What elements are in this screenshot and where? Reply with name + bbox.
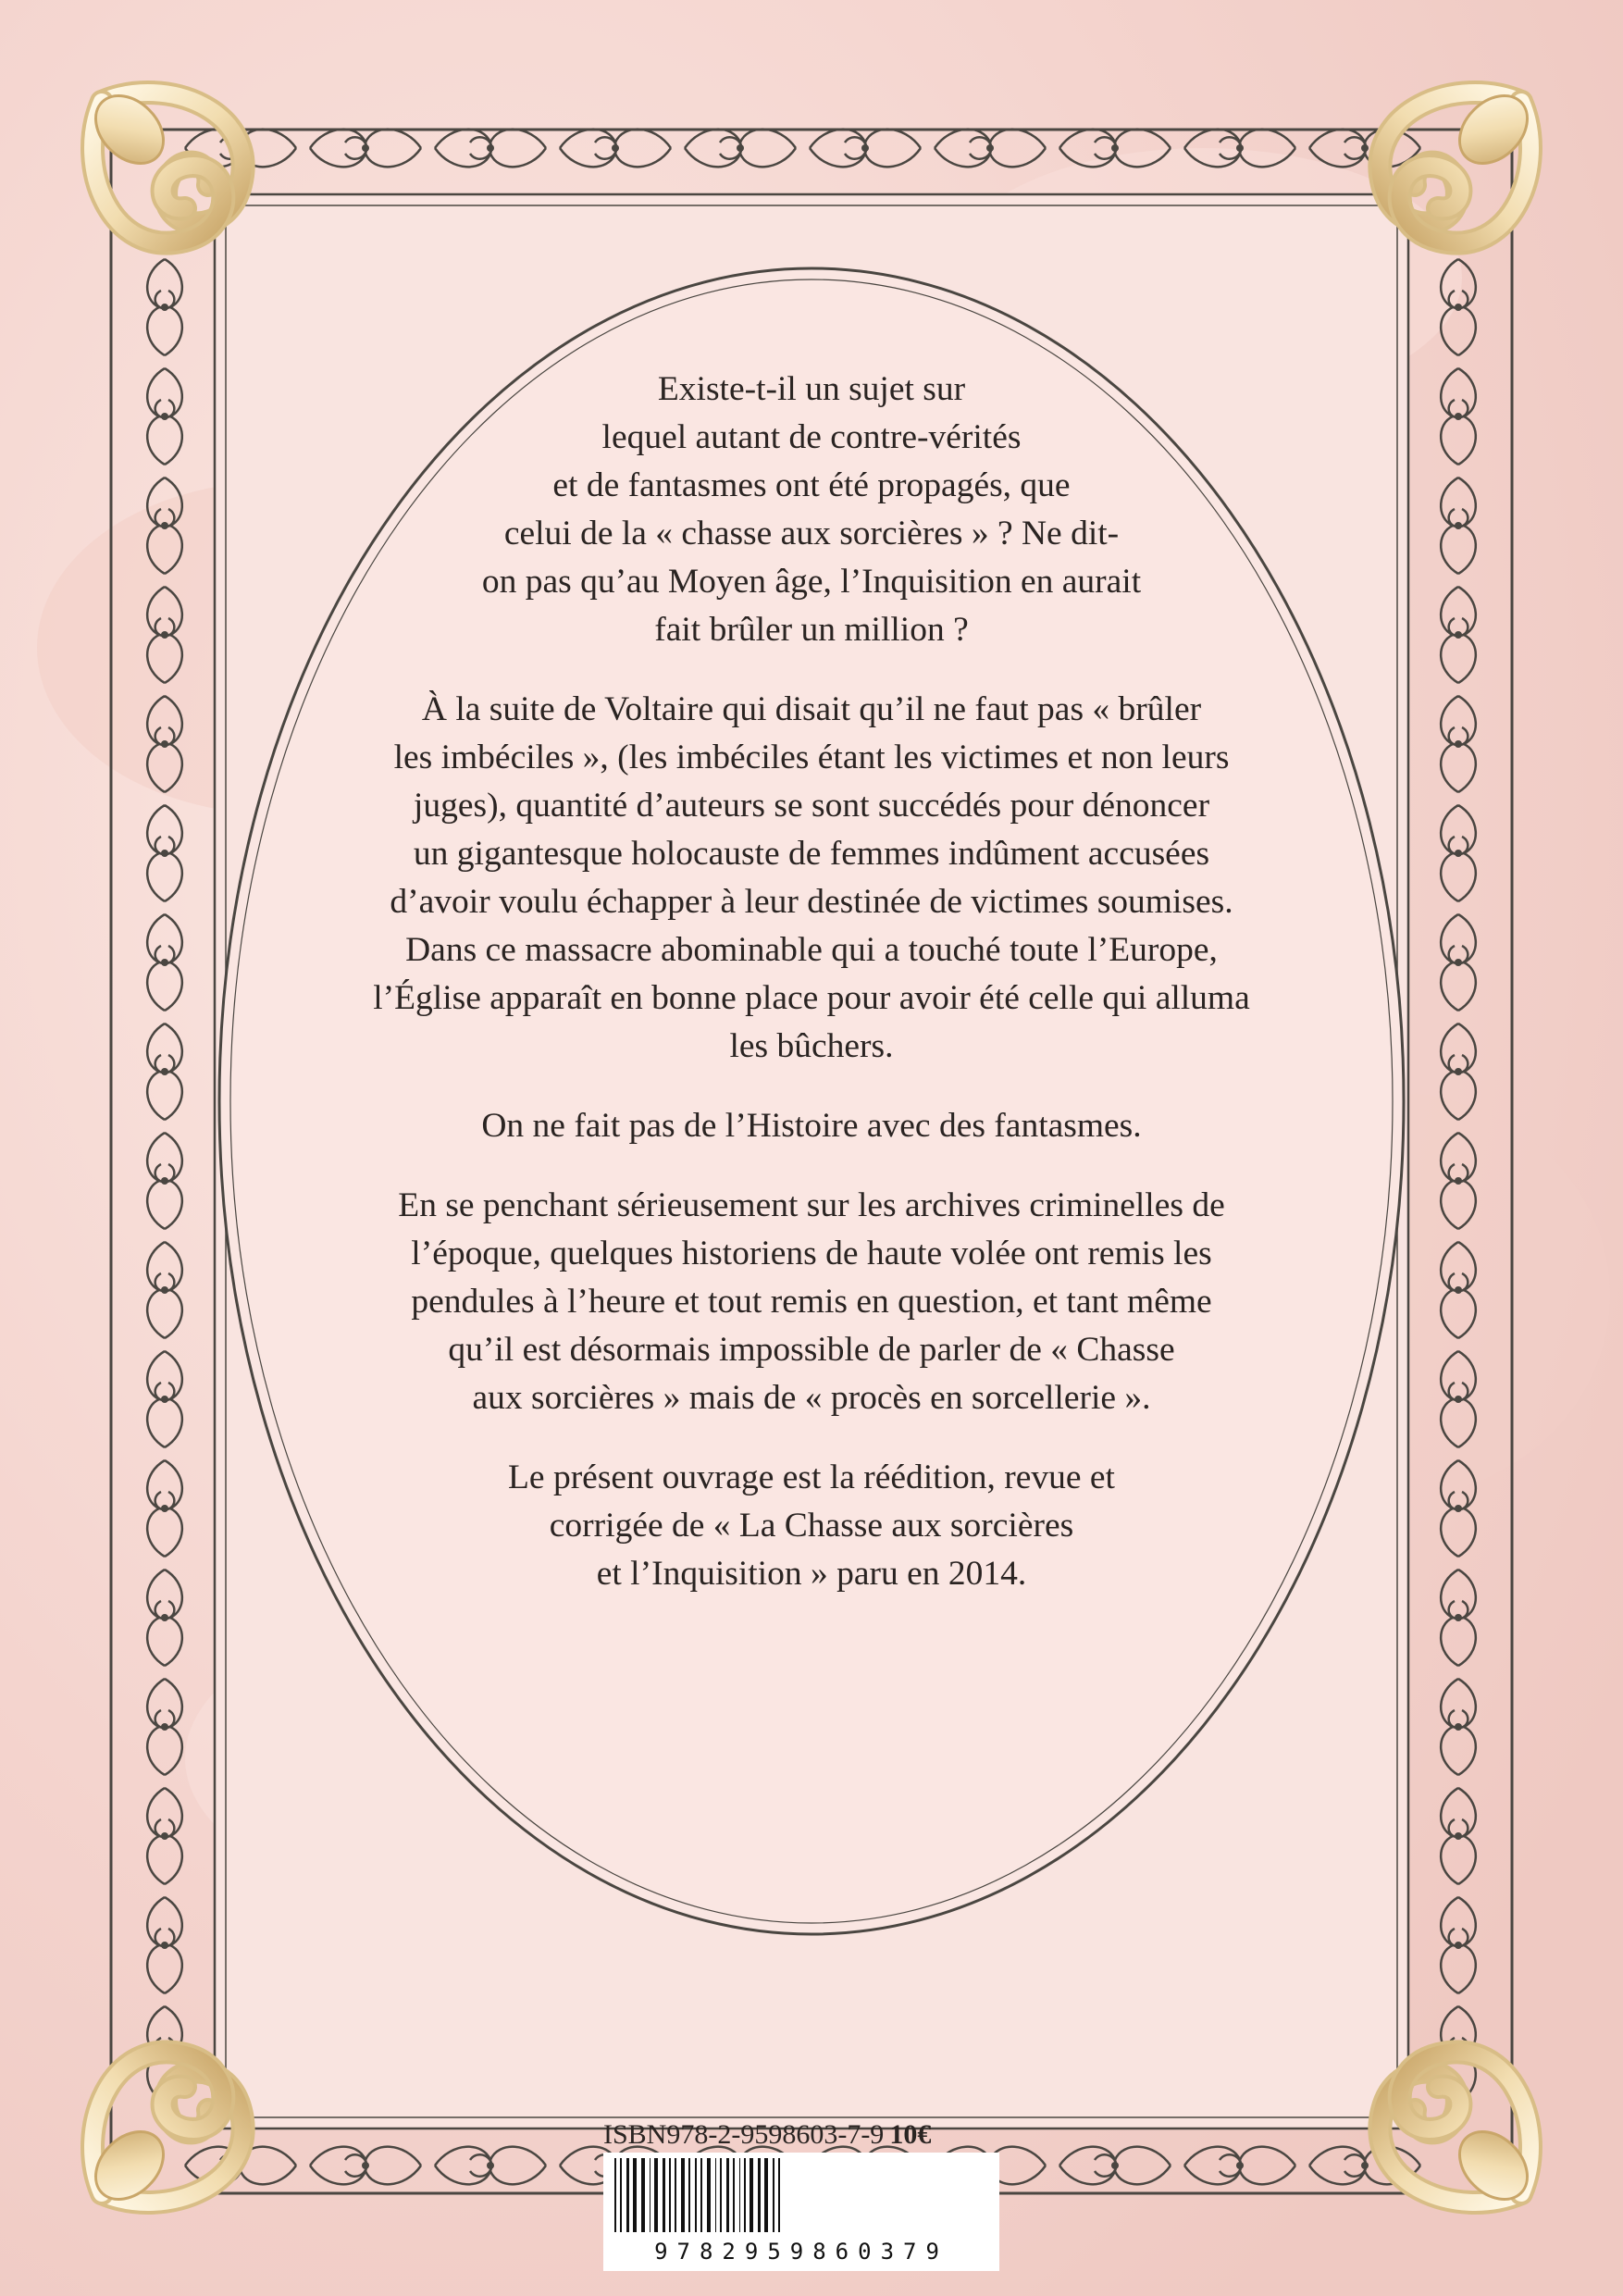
barcode-digits: 9782959860379 <box>654 2239 948 2265</box>
text-line: on pas qu’au Moyen âge, l’Inquisition en aurait <box>481 563 1142 601</box>
text-line: On ne fait pas de l’Histoire avec des fantasmes. <box>481 1107 1142 1145</box>
barcode-bar <box>758 2158 761 2232</box>
text-line: aux sorcières » mais de « procès en sorcellerie ». <box>472 1379 1151 1417</box>
barcode-bar <box>669 2158 671 2232</box>
paragraph-1 <box>250 366 1373 654</box>
isbn-barcode-block <box>603 2119 999 2272</box>
text-line: Le présent ouvrage est la réédition, revue et <box>508 1458 1115 1496</box>
barcode-bar <box>654 2158 658 2232</box>
paragraph-4 <box>250 1182 1373 1422</box>
barcode-bar <box>744 2158 746 2232</box>
barcode-bar <box>764 2158 768 2232</box>
barcode-bar <box>715 2158 716 2232</box>
text-line: et de fantasmes ont été propagés, que <box>552 466 1071 504</box>
text-line: À la suite de Voltaire qui disait qu’il ne faut pas « brûler <box>421 690 1202 728</box>
barcode-panel <box>603 2153 999 2271</box>
barcode-bar <box>663 2158 665 2232</box>
barcode-bar <box>707 2158 711 2232</box>
barcode-bar <box>700 2158 702 2232</box>
barcode-bar <box>675 2158 676 2232</box>
barcode-bar <box>778 2158 780 2232</box>
text-line: et l’Inquisition » paru en 2014. <box>596 1555 1027 1593</box>
barcode-bar <box>620 2158 622 2232</box>
text-line: corrigée de « La Chasse aux sorcières <box>549 1507 1074 1545</box>
barcode-bar <box>733 2158 735 2232</box>
paragraph-2 <box>250 686 1373 1071</box>
back-cover-blurb <box>250 366 1373 1630</box>
barcode-bar <box>750 2158 753 2232</box>
barcode-bar <box>614 2158 616 2232</box>
isbn-line <box>603 2119 999 2151</box>
barcode-bar <box>695 2158 697 2232</box>
paragraph-3 <box>250 1102 1373 1150</box>
barcode-bar <box>720 2158 722 2232</box>
barcode-bar <box>633 2158 637 2232</box>
barcode-bar <box>626 2158 629 2232</box>
text-line: fait brûler un million ? <box>654 611 969 649</box>
text-line: les imbéciles », (les imbéciles étant les victimes et non leurs <box>393 738 1230 776</box>
barcode-bar <box>739 2158 740 2232</box>
barcode-bar <box>726 2158 729 2232</box>
barcode-bar <box>641 2158 645 2232</box>
text-line: En se penchant sérieusement sur les archives criminelles de <box>398 1186 1225 1224</box>
text-line: celui de la « chasse aux sorcières » ? Ne dit- <box>503 515 1120 552</box>
text-line: d’avoir voulu échapper à leur destinée de victimes soumises. <box>390 883 1233 921</box>
text-line: Dans ce massacre abominable qui a touché toute l’Europe, <box>405 931 1218 969</box>
paragraph-5 <box>250 1454 1373 1598</box>
text-line: lequel autant de contre-vérités <box>601 418 1022 456</box>
text-line: l’Église apparaît en bonne place pour avoir été celle qui alluma <box>373 979 1250 1017</box>
barcode-bars <box>613 2158 990 2232</box>
barcode-bar <box>773 2158 774 2232</box>
text-line: Existe-t-il un sujet sur <box>657 370 966 408</box>
text-line: pendules à l’heure et tout remis en question, et tant même <box>411 1283 1212 1321</box>
text-line: qu’il est désormais impossible de parler de « Chasse <box>448 1331 1175 1369</box>
isbn-number: ISBN978-2-9598603-7-9 <box>603 2119 885 2150</box>
price-label: 10€ <box>889 2119 932 2150</box>
text-line: juges), quantité d’auteurs se sont succédés pour dénoncer <box>413 787 1210 825</box>
text-line: un gigantesque holocauste de femmes indûment accusées <box>413 835 1210 873</box>
barcode-bar <box>681 2158 685 2232</box>
text-line: les bûchers. <box>729 1027 894 1065</box>
text-line: l’époque, quelques historiens de haute volée ont remis les <box>411 1235 1212 1272</box>
barcode-bar <box>688 2158 690 2232</box>
